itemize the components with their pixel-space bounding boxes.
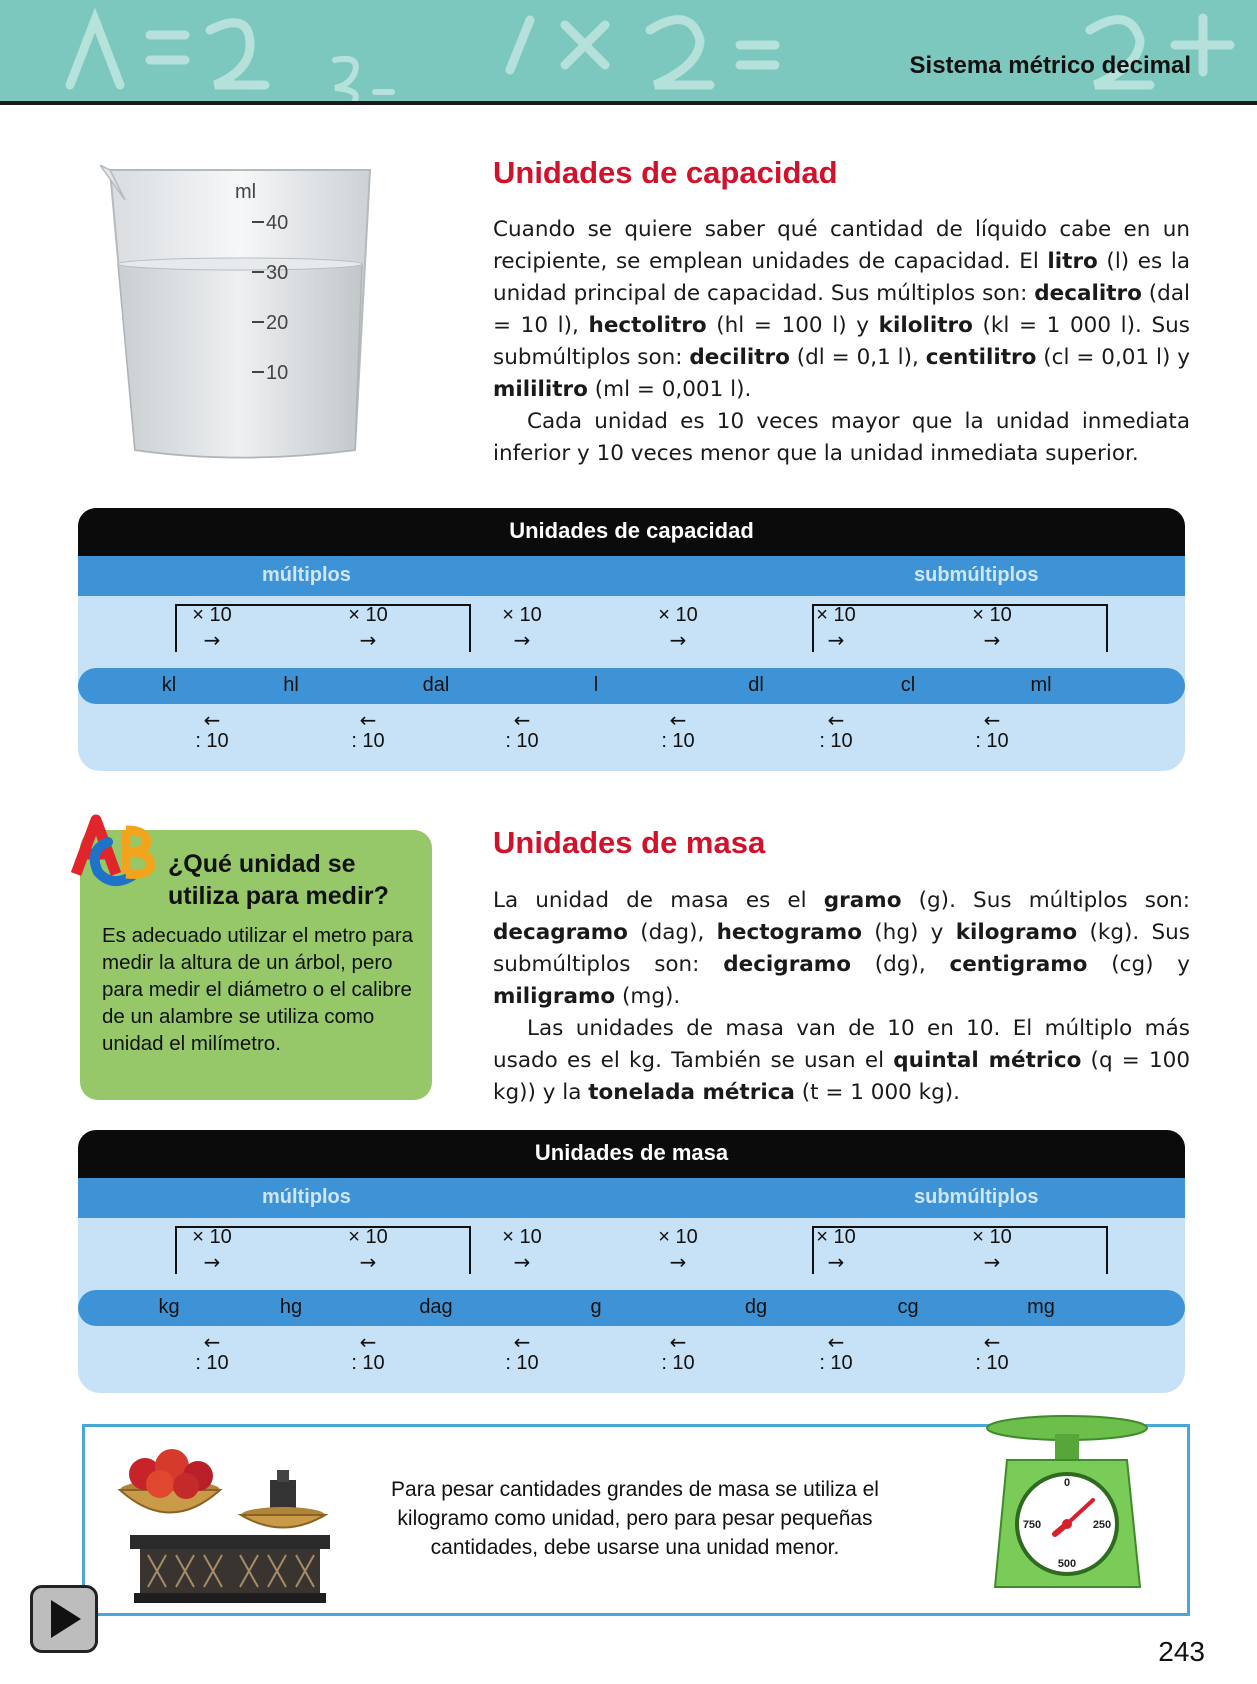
divide-label: : 10 bbox=[351, 730, 385, 752]
submultiples-bracket bbox=[812, 1226, 1108, 1274]
page-header bbox=[0, 0, 1257, 105]
scale-label-250: 250 bbox=[1092, 1519, 1112, 1531]
divide-label: : 10 bbox=[195, 1352, 229, 1374]
divide-label: : 10 bbox=[661, 730, 695, 752]
divide-label: : 10 bbox=[195, 730, 229, 752]
multiply-label: × 10 bbox=[348, 604, 388, 626]
capacity-paragraph: Cuando se quiere saber qué cantidad de líquido cabe en un recipiente, se emplean unidades de capacidad. El litro (l) es la unidad principal de capacidad. Sus múltiplos son: decalitro (dal = 10 l), hectolitro (hl = 100 l) y kilolitro (kl = 1 000 l). Sus submúltiplos son: decilitro (dl = 0,1 l), centilitro (cl = 0,01 l) y mililitro (ml = 0,001 l). Cada unidad es 10 veces mayor que la unidad inmediata inferior y 10 veces menor que la unidad inmediata superior. bbox=[493, 217, 1190, 466]
unit-hl: hl bbox=[283, 674, 299, 696]
right-arrow-icon: → bbox=[513, 628, 531, 652]
right-arrow-icon: → bbox=[827, 1250, 845, 1274]
unit-dg: dg bbox=[744, 1296, 768, 1318]
unit-l: l bbox=[593, 674, 599, 696]
beaker-mark-30: 30 bbox=[266, 262, 289, 284]
right-arrow-icon: → bbox=[669, 628, 687, 652]
unit-dl: dl bbox=[748, 674, 764, 696]
capacity-heading: Unidades de capacidad bbox=[493, 155, 838, 190]
scale-label-750: 750 bbox=[1022, 1519, 1042, 1531]
left-arrow-icon: ← bbox=[359, 1330, 377, 1354]
beaker-mark-40: 40 bbox=[266, 212, 289, 234]
table-subheader bbox=[78, 1178, 1185, 1218]
math-symbols-decoration bbox=[0, 0, 1257, 101]
play-icon bbox=[33, 1588, 95, 1650]
right-arrow-icon: → bbox=[359, 1250, 377, 1274]
unit-cg: cg bbox=[897, 1296, 919, 1318]
unit-cl: cl bbox=[900, 674, 916, 696]
right-arrow-icon: → bbox=[983, 628, 1001, 652]
left-arrow-icon: ← bbox=[513, 1330, 531, 1354]
right-arrow-icon: → bbox=[513, 1250, 531, 1274]
left-arrow-icon: ← bbox=[513, 708, 531, 732]
left-arrow-icon: ← bbox=[983, 708, 1001, 732]
play-button[interactable] bbox=[30, 1585, 98, 1653]
submultiples-label: submúltiplos bbox=[914, 1186, 1039, 1208]
divide-label: : 10 bbox=[351, 1352, 385, 1374]
mass-units-table bbox=[78, 1130, 1185, 1393]
right-arrow-icon: → bbox=[669, 1250, 687, 1274]
left-arrow-icon: ← bbox=[669, 1330, 687, 1354]
submultiples-label: submúltiplos bbox=[914, 564, 1039, 586]
left-arrow-icon: ← bbox=[359, 708, 377, 732]
table-body bbox=[78, 596, 1185, 771]
multiply-label: × 10 bbox=[502, 604, 542, 626]
multiply-label: × 10 bbox=[816, 604, 856, 626]
units-strip bbox=[78, 668, 1185, 704]
kitchen-scale-image bbox=[985, 1412, 1150, 1592]
abc-letters-icon bbox=[68, 812, 158, 892]
right-arrow-icon: → bbox=[359, 628, 377, 652]
left-arrow-icon: ← bbox=[669, 708, 687, 732]
multiply-label: × 10 bbox=[192, 604, 232, 626]
unit-dal: dal bbox=[422, 674, 450, 696]
scale-label-500: 500 bbox=[1057, 1558, 1077, 1570]
divide-label: : 10 bbox=[975, 730, 1009, 752]
units-strip bbox=[78, 1290, 1185, 1326]
right-arrow-icon: → bbox=[983, 1250, 1001, 1274]
unit-ml: ml bbox=[1030, 674, 1052, 696]
divide-label: : 10 bbox=[661, 1352, 695, 1374]
divide-label: : 10 bbox=[819, 1352, 853, 1374]
tip-title: ¿Qué unidad se utiliza para medir? bbox=[168, 850, 389, 910]
multiply-label: × 10 bbox=[658, 1226, 698, 1248]
right-arrow-icon: → bbox=[203, 628, 221, 652]
multiples-label: múltiplos bbox=[262, 1186, 351, 1208]
capacity-units-table bbox=[78, 508, 1185, 771]
unit-dag: dag bbox=[419, 1296, 453, 1318]
beaker-unit-label: ml bbox=[235, 181, 257, 203]
unit-g: g bbox=[590, 1296, 602, 1318]
table-title: Unidades de capacidad bbox=[78, 508, 1185, 556]
scale-label-0: 0 bbox=[1063, 1477, 1071, 1489]
weighing-note-text: Para pesar cantidades grandes de masa se utiliza el kilogramo como unidad, pero para pesar pequeñas cantidades, debe usarse una unidad menor. bbox=[391, 1478, 879, 1559]
unit-kg: kg bbox=[158, 1296, 180, 1318]
table-title: Unidades de masa bbox=[78, 1130, 1185, 1178]
measuring-beaker-image bbox=[100, 160, 400, 470]
table-body bbox=[78, 1218, 1185, 1393]
divide-label: : 10 bbox=[505, 1352, 539, 1374]
mass-heading: Unidades de masa bbox=[493, 825, 766, 860]
left-arrow-icon: ← bbox=[983, 1330, 1001, 1354]
multiply-label: × 10 bbox=[816, 1226, 856, 1248]
page-number: 243 bbox=[1158, 1636, 1205, 1667]
section-title: Sistema métrico decimal bbox=[909, 52, 1191, 79]
multiply-label: × 10 bbox=[972, 1226, 1012, 1248]
left-arrow-icon: ← bbox=[827, 708, 845, 732]
multiply-label: × 10 bbox=[192, 1226, 232, 1248]
submultiples-bracket bbox=[812, 604, 1108, 652]
left-arrow-icon: ← bbox=[203, 708, 221, 732]
right-arrow-icon: → bbox=[203, 1250, 221, 1274]
right-arrow-icon: → bbox=[827, 628, 845, 652]
multiples-label: múltiplos bbox=[262, 564, 351, 586]
unit-hg: hg bbox=[279, 1296, 303, 1318]
tip-text: Es adecuado utilizar el metro para medir la altura de un árbol, pero para medir el diámetro o el calibre de un alambre se utiliza como unidad el milímetro. bbox=[102, 924, 414, 1055]
unit-mg: mg bbox=[1027, 1296, 1055, 1318]
balance-scale-image bbox=[110, 1440, 350, 1610]
mass-paragraph: La unidad de masa es el gramo (g). Sus múltiplos son: decagramo (dag), hectogramo (hg) y kilogramo (kg). Sus submúltiplos son: decigramo (dg), centigramo (cg) y miligramo (mg). Las unidades de masa van de 10 en 10. El múltiplo más usado es el kg. También se usan el quintal métrico (q = 100 kg)) y la tonelada métrica (t = 1 000 kg). bbox=[493, 888, 1191, 1105]
multiply-label: × 10 bbox=[658, 604, 698, 626]
left-arrow-icon: ← bbox=[203, 1330, 221, 1354]
beaker-mark-10: 10 bbox=[266, 362, 289, 384]
divide-label: : 10 bbox=[819, 730, 853, 752]
beaker-mark-20: 20 bbox=[266, 312, 289, 334]
multiply-label: × 10 bbox=[348, 1226, 388, 1248]
divide-label: : 10 bbox=[975, 1352, 1009, 1374]
unit-kl: kl bbox=[161, 674, 177, 696]
table-subheader bbox=[78, 556, 1185, 596]
divide-label: : 10 bbox=[505, 730, 539, 752]
multiply-label: × 10 bbox=[502, 1226, 542, 1248]
multiply-label: × 10 bbox=[972, 604, 1012, 626]
left-arrow-icon: ← bbox=[827, 1330, 845, 1354]
